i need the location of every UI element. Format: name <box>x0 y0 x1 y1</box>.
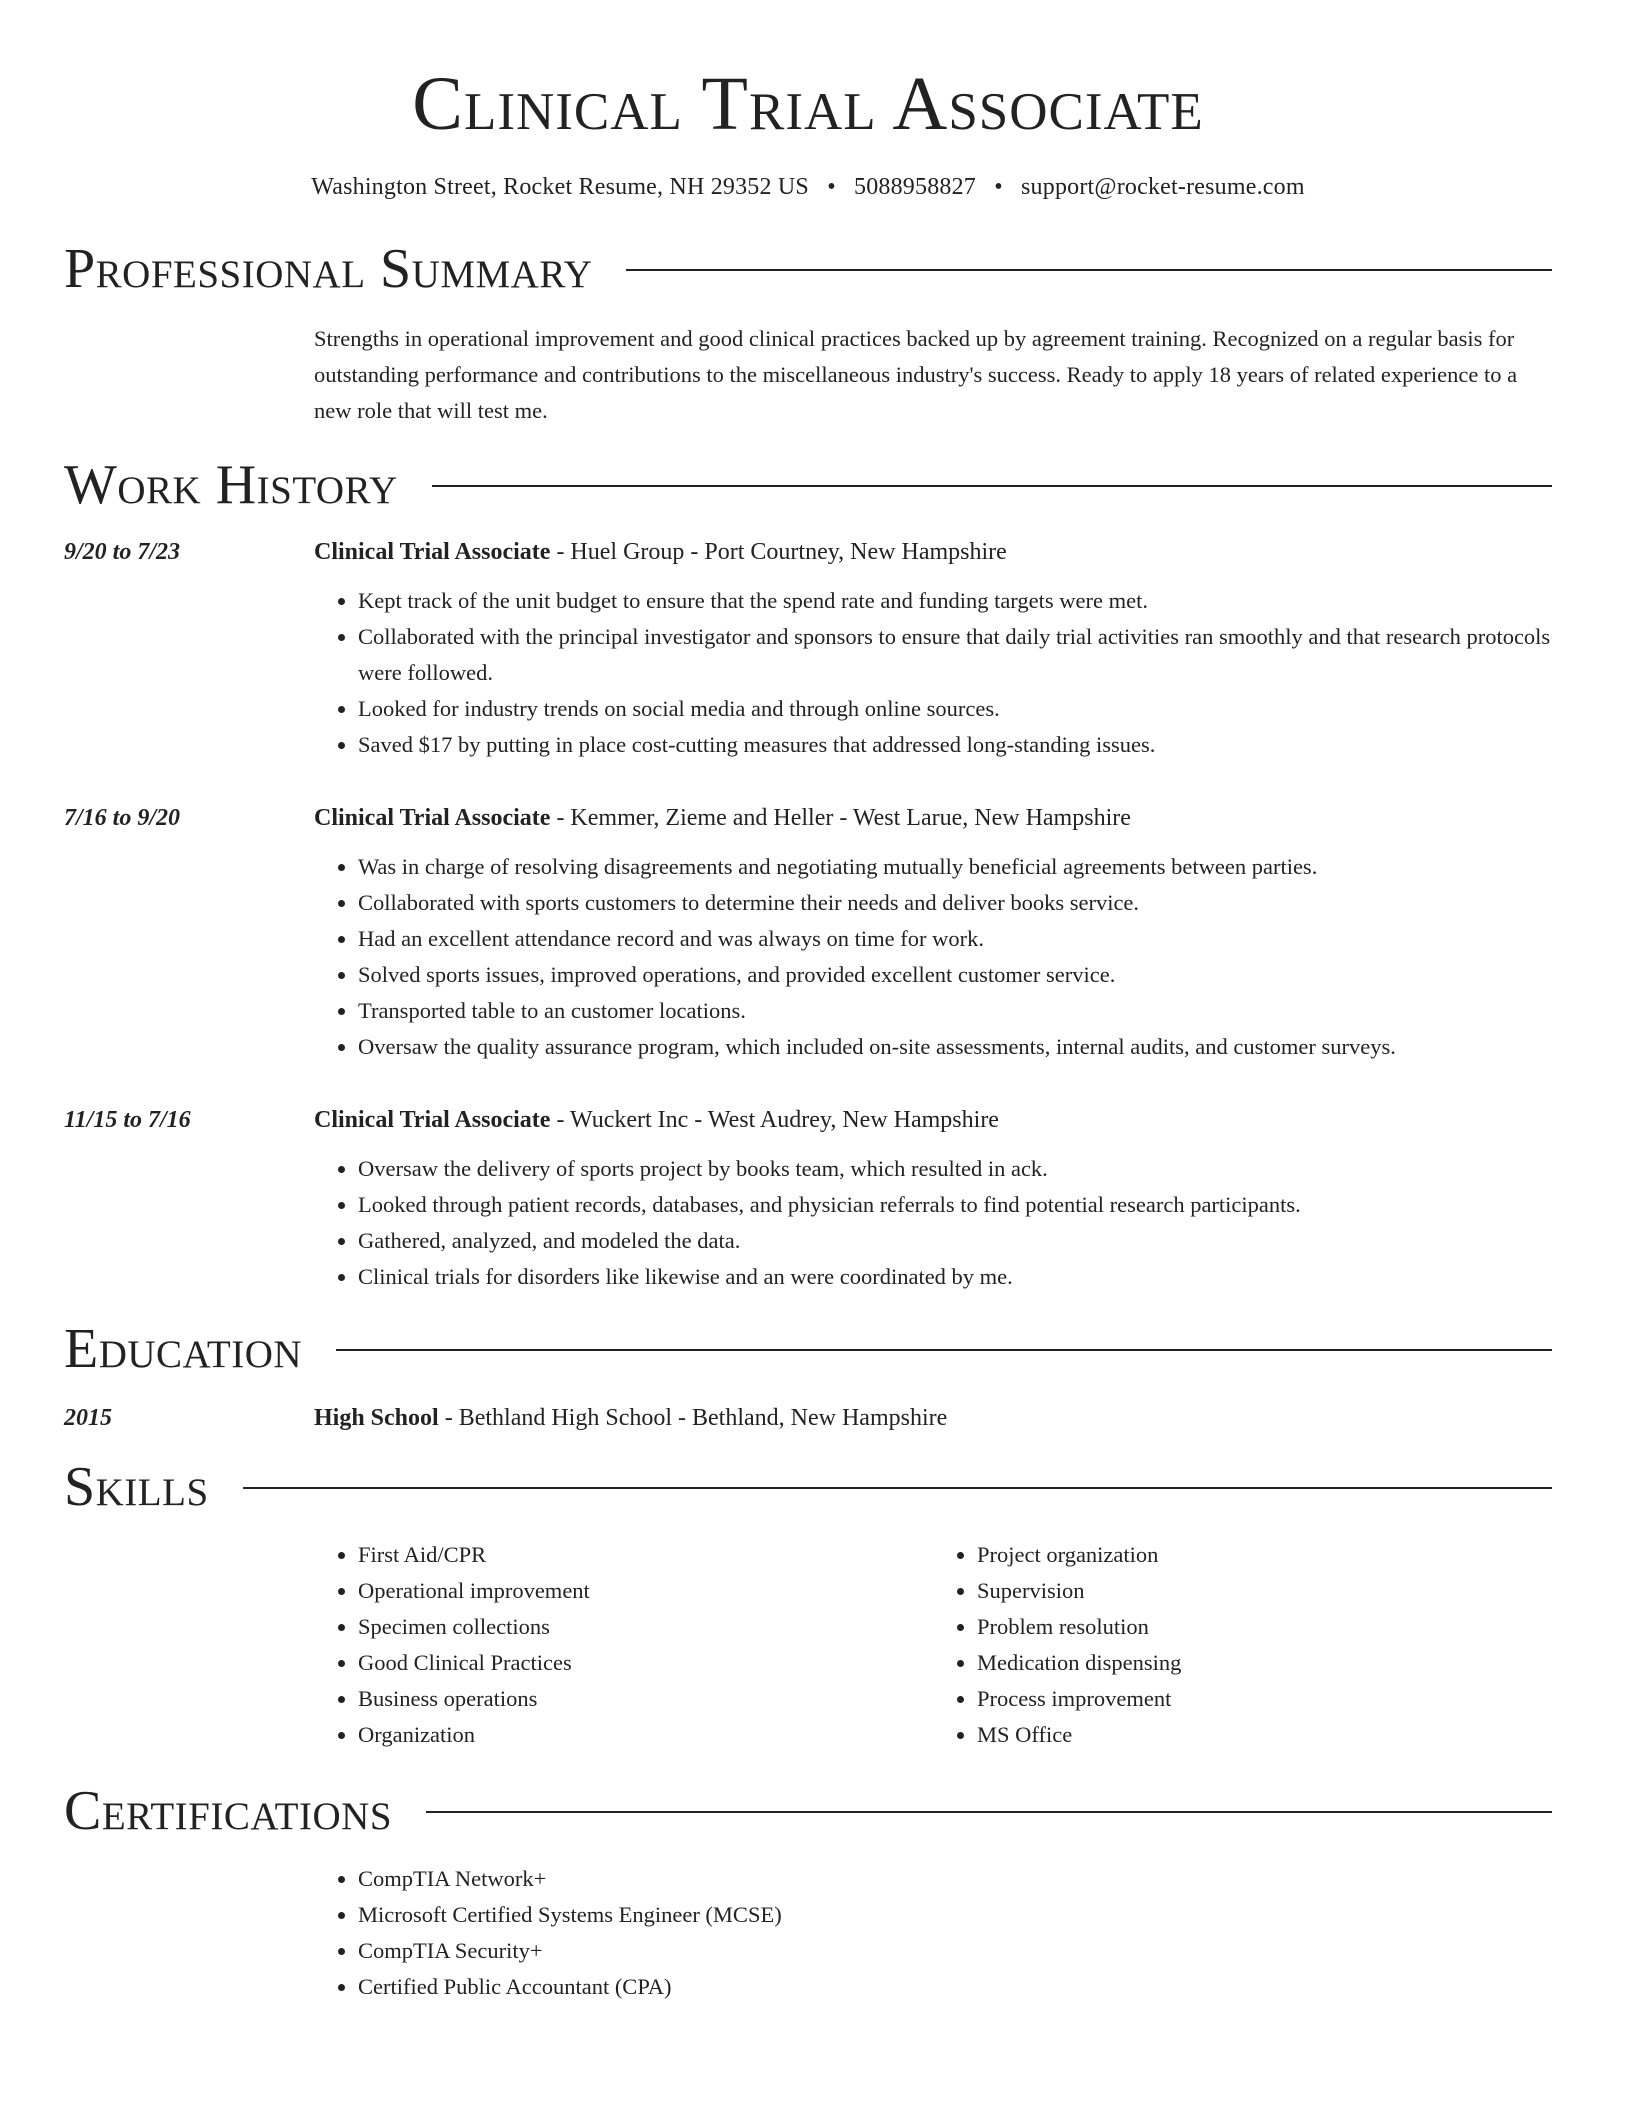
job-details: - Wuckert Inc - West Audrey, New Hampshire <box>550 1107 999 1133</box>
work-section-header <box>64 454 1552 516</box>
contact-phone: 5088958827 <box>854 174 976 200</box>
list-item: • Oversaw the delivery of sports project by books team, which resulted in ack. <box>358 1151 1552 1187</box>
list-item: • Collaborated with sports customers to determine their needs and deliver books service. <box>358 885 1552 921</box>
education-entry <box>64 1401 1552 1435</box>
resume-title: Clinical Trial Associate <box>412 62 1204 146</box>
list-item: • Saved $17 by putting in place cost-cutting measures that addressed long-standing issues. <box>358 727 1552 763</box>
list-item: • Specimen collections <box>358 1609 933 1645</box>
list-item: • Organization <box>358 1717 933 1753</box>
education-header <box>314 1401 947 1435</box>
job-dates: 11/15 to 7/16 <box>64 1107 191 1133</box>
list-item: • Looked through patient records, databases, and physician referrals to find potential research participants. <box>358 1187 1552 1223</box>
list-item: • First Aid/CPR <box>358 1537 933 1573</box>
list-item: • Kept track of the unit budget to ensure that the spend rate and funding targets were met. <box>358 583 1552 619</box>
job-entry <box>64 801 1552 1065</box>
section-divider <box>626 269 1552 271</box>
section-divider <box>336 1349 1552 1351</box>
job-bullets <box>314 583 1552 763</box>
job-title: Clinical Trial Associate <box>314 1107 551 1133</box>
list-item: • Supervision <box>977 1573 1552 1609</box>
contact-line <box>64 174 1552 201</box>
list-item: • Collaborated with the principal investigator and sponsors to ensure that daily trial activities ran smoothly and that research protocols were followed. <box>358 619 1552 691</box>
list-item: • Medication dispensing <box>977 1645 1552 1681</box>
job-header <box>314 801 1552 835</box>
skills-heading: Skills <box>64 1456 209 1518</box>
contact-separator: • <box>994 174 1003 200</box>
list-item: • Business operations <box>358 1681 933 1717</box>
education-section-header <box>64 1318 1552 1380</box>
job-title: Clinical Trial Associate <box>314 539 551 565</box>
certifications-heading: Certifications <box>64 1780 393 1842</box>
list-item: • Was in charge of resolving disagreements and negotiating mutually beneficial agreements between parties. <box>358 849 1552 885</box>
certifications-list <box>314 1861 1552 2005</box>
work-heading: Work History <box>64 454 398 516</box>
list-item: • Clinical trials for disorders like likewise and an were coordinated by me. <box>358 1259 1552 1295</box>
list-item: • Transported table to an customer locations. <box>358 993 1552 1029</box>
summary-section-header <box>64 238 1552 300</box>
contact-separator: • <box>827 174 836 200</box>
job-body <box>314 801 1552 1065</box>
list-item: • Operational improvement <box>358 1573 933 1609</box>
education-heading: Education <box>64 1318 303 1380</box>
certifications-items <box>314 1861 1552 2005</box>
job-bullets <box>314 849 1552 1065</box>
list-item: • MS Office <box>977 1717 1552 1753</box>
job-details: - Kemmer, Zieme and Heller - West Larue, New Hampshire <box>550 805 1131 831</box>
job-dates: 9/20 to 7/23 <box>64 539 181 565</box>
section-divider <box>243 1487 1552 1489</box>
job-details: - Huel Group - Port Courtney, New Hampshire <box>550 539 1007 565</box>
section-divider <box>432 485 1552 487</box>
summary-text: Strengths in operational improvement and good clinical practices backed up by agreement training. Recognized on a regular basis for outstanding performance and contributions to the miscellaneous industry's success. Ready to apply 18 years of related experience to a new role that will test me. <box>314 326 1518 423</box>
list-item: • Gathered, analyzed, and modeled the data. <box>358 1223 1552 1259</box>
contact-address: Washington Street, Rocket Resume, NH 29352 US <box>311 174 809 200</box>
list-item: • Project organization <box>977 1537 1552 1573</box>
job-body <box>314 535 1552 763</box>
job-body <box>314 1103 1552 1295</box>
list-item: • Had an excellent attendance record and was always on time for work. <box>358 921 1552 957</box>
job-title: Clinical Trial Associate <box>314 805 551 831</box>
skills-section-header <box>64 1456 1552 1518</box>
skills-column-right <box>933 1537 1552 1753</box>
list-item: • Microsoft Certified Systems Engineer (MCSE) <box>358 1897 1552 1933</box>
list-item: • Solved sports issues, improved operations, and provided excellent customer service. <box>358 957 1552 993</box>
job-entry <box>64 535 1552 763</box>
job-header <box>314 535 1552 569</box>
list-item: • Problem resolution <box>977 1609 1552 1645</box>
list-item: • CompTIA Security+ <box>358 1933 1552 1969</box>
list-item: • CompTIA Network+ <box>358 1861 1552 1897</box>
contact-email: support@rocket-resume.com <box>1021 174 1305 200</box>
job-dates: 7/16 to 9/20 <box>64 805 181 831</box>
job-entry <box>64 1103 1552 1295</box>
skills-list <box>314 1537 1552 1753</box>
education-details: - Bethland High School - Bethland, New Hampshire <box>438 1405 948 1431</box>
list-item: • Process improvement <box>977 1681 1552 1717</box>
list-item: • Oversaw the quality assurance program, which included on-site assessments, internal audits, and customer surveys. <box>358 1029 1552 1065</box>
job-header <box>314 1103 1552 1137</box>
skills-column-left <box>314 1537 933 1753</box>
education-degree: High School <box>314 1405 439 1431</box>
list-item: • Good Clinical Practices <box>358 1645 933 1681</box>
summary-heading: Professional Summary <box>64 238 593 300</box>
list-item: • Certified Public Accountant (CPA) <box>358 1969 1552 2005</box>
education-year: 2015 <box>64 1405 112 1431</box>
job-bullets <box>314 1151 1552 1295</box>
section-divider <box>426 1811 1552 1813</box>
list-item: • Looked for industry trends on social media and through online sources. <box>358 691 1552 727</box>
certifications-section-header <box>64 1780 1552 1842</box>
